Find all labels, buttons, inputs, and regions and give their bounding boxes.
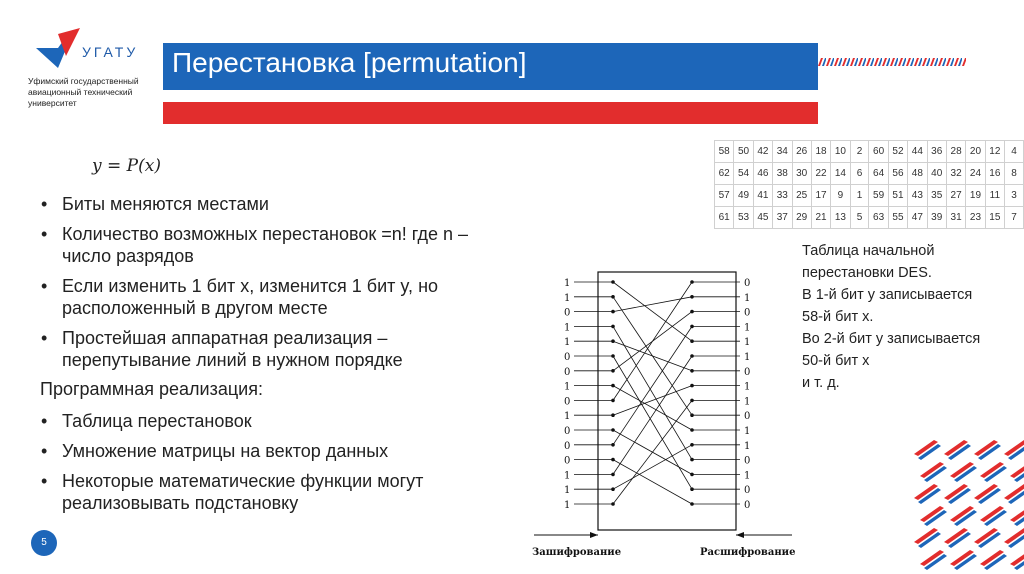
note-line: 50-й бит x [802, 353, 870, 369]
table-cell: 35 [927, 185, 946, 207]
junction-dot [690, 458, 694, 462]
table-cell: 42 [753, 141, 772, 163]
input-bit: 0 [564, 307, 571, 319]
input-bit: 1 [564, 485, 571, 497]
note-line: Во 2-й бит y записывается [802, 331, 981, 347]
table-cell: 41 [753, 185, 772, 207]
encrypt-label: Зашифрование [532, 547, 622, 558]
input-bit: 0 [564, 396, 571, 408]
output-bit: 1 [744, 381, 751, 393]
input-bit: 1 [564, 381, 571, 393]
bullet-item: • Умножение матрицы на вектор данных [37, 440, 507, 462]
table-cell: 55 [888, 207, 907, 229]
table-cell: 14 [831, 163, 850, 185]
input-bit: 0 [564, 426, 571, 437]
output-bit: 0 [744, 411, 751, 423]
table-cell: 32 [946, 163, 965, 185]
table-cell: 64 [869, 163, 888, 185]
red-bar [163, 102, 818, 124]
output-bit: 1 [744, 292, 751, 304]
output-bit: 1 [744, 440, 751, 452]
table-cell: 10 [831, 141, 850, 163]
table-cell: 61 [715, 207, 734, 229]
table-cell: 44 [908, 141, 927, 163]
junction-dot [690, 369, 694, 373]
table-cell: 49 [734, 185, 753, 207]
bullet-list-main [37, 193, 507, 379]
table-cell: 20 [966, 141, 985, 163]
university-name: Уфимский государственный авиационный технический университет [28, 76, 139, 108]
table-cell: 12 [985, 141, 1004, 163]
table-cell: 57 [715, 185, 734, 207]
table-cell: 15 [985, 207, 1004, 229]
table-cell: 4 [1005, 141, 1024, 163]
arrow-head [736, 532, 744, 538]
table-cell: 56 [888, 163, 907, 185]
table-cell: 60 [869, 141, 888, 163]
table-cell: 63 [869, 207, 888, 229]
table-cell: 23 [966, 207, 985, 229]
table-cell: 27 [946, 185, 965, 207]
table-cell: 40 [927, 163, 946, 185]
table-cell: 9 [831, 185, 850, 207]
decorative-flags [900, 430, 1024, 574]
permutation-wire [613, 356, 692, 489]
logo-name: УГАТУ [82, 44, 139, 60]
table-note [802, 240, 1017, 394]
output-bit: 0 [744, 366, 751, 378]
bullet-item: • Биты меняются местами [37, 193, 507, 215]
slide-title: Перестановка [permutation] [172, 47, 527, 78]
input-bit: 1 [564, 411, 571, 423]
table-cell: 16 [985, 163, 1004, 185]
table-cell: 29 [792, 207, 811, 229]
table-cell: 33 [773, 185, 792, 207]
permutation-table [714, 140, 1024, 229]
table-cell: 54 [734, 163, 753, 185]
page-number: 5 [31, 530, 57, 556]
table-cell: 6 [850, 163, 869, 185]
permutation-wire [613, 326, 692, 459]
permutation-wire [613, 297, 692, 312]
output-bit: 1 [744, 322, 751, 334]
input-bit: 1 [564, 337, 571, 349]
input-bit: 0 [564, 352, 571, 363]
table-cell: 51 [888, 185, 907, 207]
table-cell: 22 [811, 163, 830, 185]
junction-dot [690, 443, 694, 447]
bullet-item: • Таблица перестановок [37, 410, 507, 432]
note-line: перестановки DES. [802, 265, 932, 281]
output-bit: 0 [744, 307, 751, 319]
bullet-item: • Некоторые математические функции могут реализовывать подстановку [37, 470, 507, 514]
output-bit: 0 [744, 278, 751, 289]
formula: y = P(x) [92, 156, 161, 176]
output-bit: 1 [744, 396, 751, 408]
output-bit: 1 [744, 426, 751, 437]
permutation-wire [613, 445, 692, 489]
table-cell: 21 [811, 207, 830, 229]
output-bit: 0 [744, 500, 751, 511]
junction-dot [690, 413, 694, 417]
decorative-stripe [818, 58, 966, 66]
output-bit: 0 [744, 485, 751, 497]
permutation-wire [613, 282, 692, 400]
arrow-head [590, 532, 598, 538]
note-line: Таблица начальной [802, 243, 935, 259]
permutation-wire [613, 356, 692, 474]
input-bit: 1 [564, 500, 571, 511]
note-line: В 1-й бит y записывается [802, 287, 973, 303]
flag-stripe [1004, 484, 1024, 500]
table-cell: 37 [773, 207, 792, 229]
table-cell: 50 [734, 141, 753, 163]
table-row [715, 207, 1024, 229]
input-bit: 0 [564, 455, 571, 467]
table-cell: 47 [908, 207, 927, 229]
junction-dot [690, 487, 694, 491]
input-bit: 1 [564, 278, 571, 289]
junction-dot [690, 384, 694, 388]
table-cell: 34 [773, 141, 792, 163]
flag-stripe [1004, 440, 1024, 456]
table-row [715, 141, 1024, 163]
input-bit: 1 [564, 470, 571, 482]
input-bit: 0 [564, 440, 571, 452]
bullet-item: • Количество возможных перестановок =n! где n – число разрядов [37, 223, 507, 267]
output-bit: 0 [744, 455, 751, 467]
junction-dot [611, 384, 615, 388]
junction-dot [611, 487, 615, 491]
permutation-wire [613, 341, 692, 371]
table-cell: 30 [792, 163, 811, 185]
table-cell: 58 [715, 141, 734, 163]
table-cell: 45 [753, 207, 772, 229]
table-cell: 11 [985, 185, 1004, 207]
table-cell: 28 [946, 141, 965, 163]
permutation-wire [613, 400, 692, 504]
permutation-wire [613, 460, 692, 504]
table-cell: 18 [811, 141, 830, 163]
output-bit: 1 [744, 352, 751, 363]
table-cell: 39 [927, 207, 946, 229]
table-cell: 46 [753, 163, 772, 185]
table-row [715, 185, 1024, 207]
program-heading: Программная реализация: [40, 379, 263, 399]
note-line: и т. д. [802, 375, 840, 391]
table-cell: 59 [869, 185, 888, 207]
output-bit: 1 [744, 470, 751, 482]
table-cell: 19 [966, 185, 985, 207]
table-cell: 5 [850, 207, 869, 229]
table-cell: 38 [773, 163, 792, 185]
table-cell: 26 [792, 141, 811, 163]
permutation-wire [613, 282, 692, 341]
output-bit: 1 [744, 337, 751, 349]
table-cell: 53 [734, 207, 753, 229]
table-cell: 8 [1005, 163, 1024, 185]
bullet-item: • Если изменить 1 бит x, изменится 1 бит y, но расположенный в другом месте [37, 275, 507, 319]
table-cell: 24 [966, 163, 985, 185]
permutation-wire [613, 386, 692, 416]
table-cell: 17 [811, 185, 830, 207]
permutation-wire [613, 326, 692, 444]
junction-dot [690, 473, 694, 477]
bullet-item: • Простейшая аппаратная реализация – перепутывание линий в нужном порядке [37, 327, 507, 371]
bullet-list-program [37, 410, 507, 522]
junction-dot [690, 502, 694, 506]
table-row [715, 163, 1024, 185]
table-cell: 48 [908, 163, 927, 185]
permutation-diagram [520, 262, 800, 562]
junction-dot [690, 339, 694, 343]
table-cell: 7 [1005, 207, 1024, 229]
junction-dot [690, 428, 694, 432]
table-cell: 43 [908, 185, 927, 207]
flag-stripe [1004, 528, 1024, 544]
table-cell: 25 [792, 185, 811, 207]
decrypt-label: Расшифрование [700, 547, 796, 558]
table-cell: 2 [850, 141, 869, 163]
input-bit: 1 [564, 292, 571, 304]
input-bit: 1 [564, 322, 571, 334]
table-cell: 52 [888, 141, 907, 163]
table-cell: 36 [927, 141, 946, 163]
table-cell: 13 [831, 207, 850, 229]
table-cell: 3 [1005, 185, 1024, 207]
table-cell: 62 [715, 163, 734, 185]
table-cell: 31 [946, 207, 965, 229]
table-cell: 1 [850, 185, 869, 207]
junction-dot [611, 413, 615, 417]
input-bit: 0 [564, 366, 571, 378]
note-line: 58-й бит x. [802, 309, 874, 325]
